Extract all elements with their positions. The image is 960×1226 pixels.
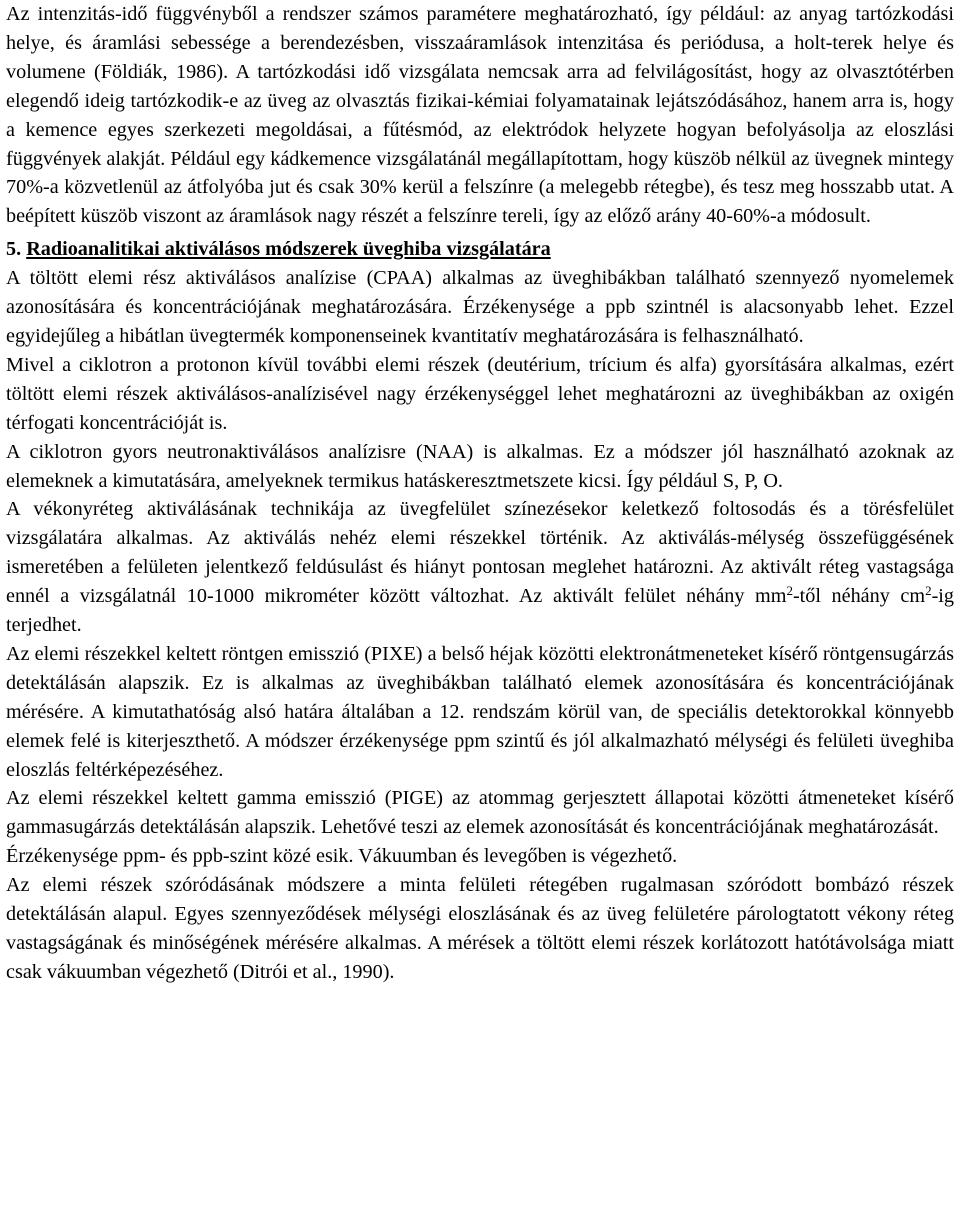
thin-layer-text-a: A vékonyréteg aktiválásának technikája az üvegfelület színezésekor keletkező foltosodás és a törésfelület vizsgálatára alkalmas. Az aktiválás nehéz elemi részekkel történik. Az aktiválás-mélység összefüggésének ismeretében a felületen jelentkező feldúsulást és hiányt pontosan meglehet határozni. Az aktivált réteg vastagsága ennél a vizsgálatnál 10-1000 mikrométer között változhat. Az aktivált felület néhány mm	[6, 498, 954, 608]
paragraph-naa: A ciklotron gyors neutronaktiválásos analízisre (NAA) is alkalmas. Ez a módszer jól használható azoknak az elemeknek a kimutatására, amelyeknek termikus hatáskeresztmetszete kicsi. Így például S, P, O.	[6, 440, 954, 492]
section-heading	[6, 235, 954, 264]
paragraph-sensitivity: Érzékenysége ppm- és ppb-szint közé esik. Vákuumban és levegőben is végezhető.	[6, 845, 678, 868]
paragraph-pixe: Az elemi részekkel keltett röntgen emisszió (PIXE) a belső héjak közötti elektronátmeneteket kísérő röntgensugárzás detektálásán alapszik. Ez is alkalmas az üveghibákban található elemek azonosítására és koncentrációjának mérésére. A kimutathatóság alsó határa általában a 12. rendszám körül van, de speciális detektorokkal könnyebb elemek felé is kiterjeszthető. A módszer érzékenysége ppm szintű és jól alkalmazható mélységi és felületi üveghiba eloszlás feltérképezéséhez.	[6, 642, 954, 781]
thin-layer-text-b: -től néhány cm	[792, 585, 926, 608]
thin-layer-text-c: -ig terjedhet.	[6, 585, 954, 637]
paragraph-scattering: Az elemi részek szóródásának módszere a minta felületi rétegében rugalmasan szóródott bombázó részek detektálásán alapul. Egyes szennyeződések mélységi eloszlásának és az üveg felületére párologtatott vékony réteg vastagságának és minőségének mérésére alkalmas. A mérések a töltött elemi részek korlátozott hatótávolsága miatt csak vákuumban végezhető (Ditrói et al., 1990).	[6, 874, 954, 983]
superscript-cm2: 2	[925, 583, 932, 599]
paragraph-thin-layer-activation	[6, 495, 954, 640]
paragraph-cpaa: A töltött elemi rész aktiválásos analízise (CPAA) alkalmas az üveghibákban található szennyező nyomelemek azonosítására és koncentrációjának meghatározására. Érzékenysége a ppb szintnél is alacsonyabb lehet. Ezzel egyidejűleg a hibátlan üvegtermék komponenseinek kvantitatív meghatározására is felhasználható.	[6, 267, 954, 347]
section-number: 5.	[6, 238, 22, 261]
paragraph-pige: Az elemi részekkel keltett gamma emisszió (PIGE) az atommag gerjesztett állapotai közötti átmeneteket kísérő gammasugárzás detektálásán alapszik. Lehetővé teszi az elemek azonosítását és koncentrációjának meghatározását.	[6, 787, 954, 839]
paragraph-cyclotron: Mivel a ciklotron a protonon kívül további elemi részek (deutérium, trícium és alfa) gyorsítására alkalmas, ezért töltött elemi részek aktiválásos-analízisével nagy érzékenységgel lehet meghatározni az üveghibákban az oxigén térfogati koncentrációját is.	[6, 353, 954, 434]
section-title: Radioanalitikai aktiválásos módszerek üveghiba vizsgálatára	[26, 238, 551, 261]
superscript-mm2: 2	[786, 583, 793, 599]
paragraph-residence-time: Az intenzitás-idő függvényből a rendszer számos paramétere meghatározható, így például: az anyag tartózkodási helye, és áramlási sebessége a berendezésben, visszaáramlások intenzitása és periódusa, a holt-terek helye és volumene (Földiák, 1986). A tartózkodási idő vizsgálata nemcsak arra ad felvilágosítást, hogy az olvasztótérben elegendő ideig tartózkodik-e az üveg az olvasztás fizikai-kémiai folyamatainak lejátszódásához, hanem arra is, hogy a kemence egyes szerkezeti megoldásai, a fűtésmód, az elektródok helyzete hogyan befolyásolja az eloszlási függvények alakját. Például egy kádkemence vizsgálatánál megállapítottam, hogy küszöb nélkül az üvegnek mintegy 70%-a közvetlenül az átfolyóba jut és csak 30% kerül a felszínre (a melegebb rétegbe), és tesz meg hosszabb utat. A beépített küszöb viszont az áramlások nagy részét a felszínre tereli, így az előző arány 40-60%-a módosult.	[6, 3, 954, 228]
